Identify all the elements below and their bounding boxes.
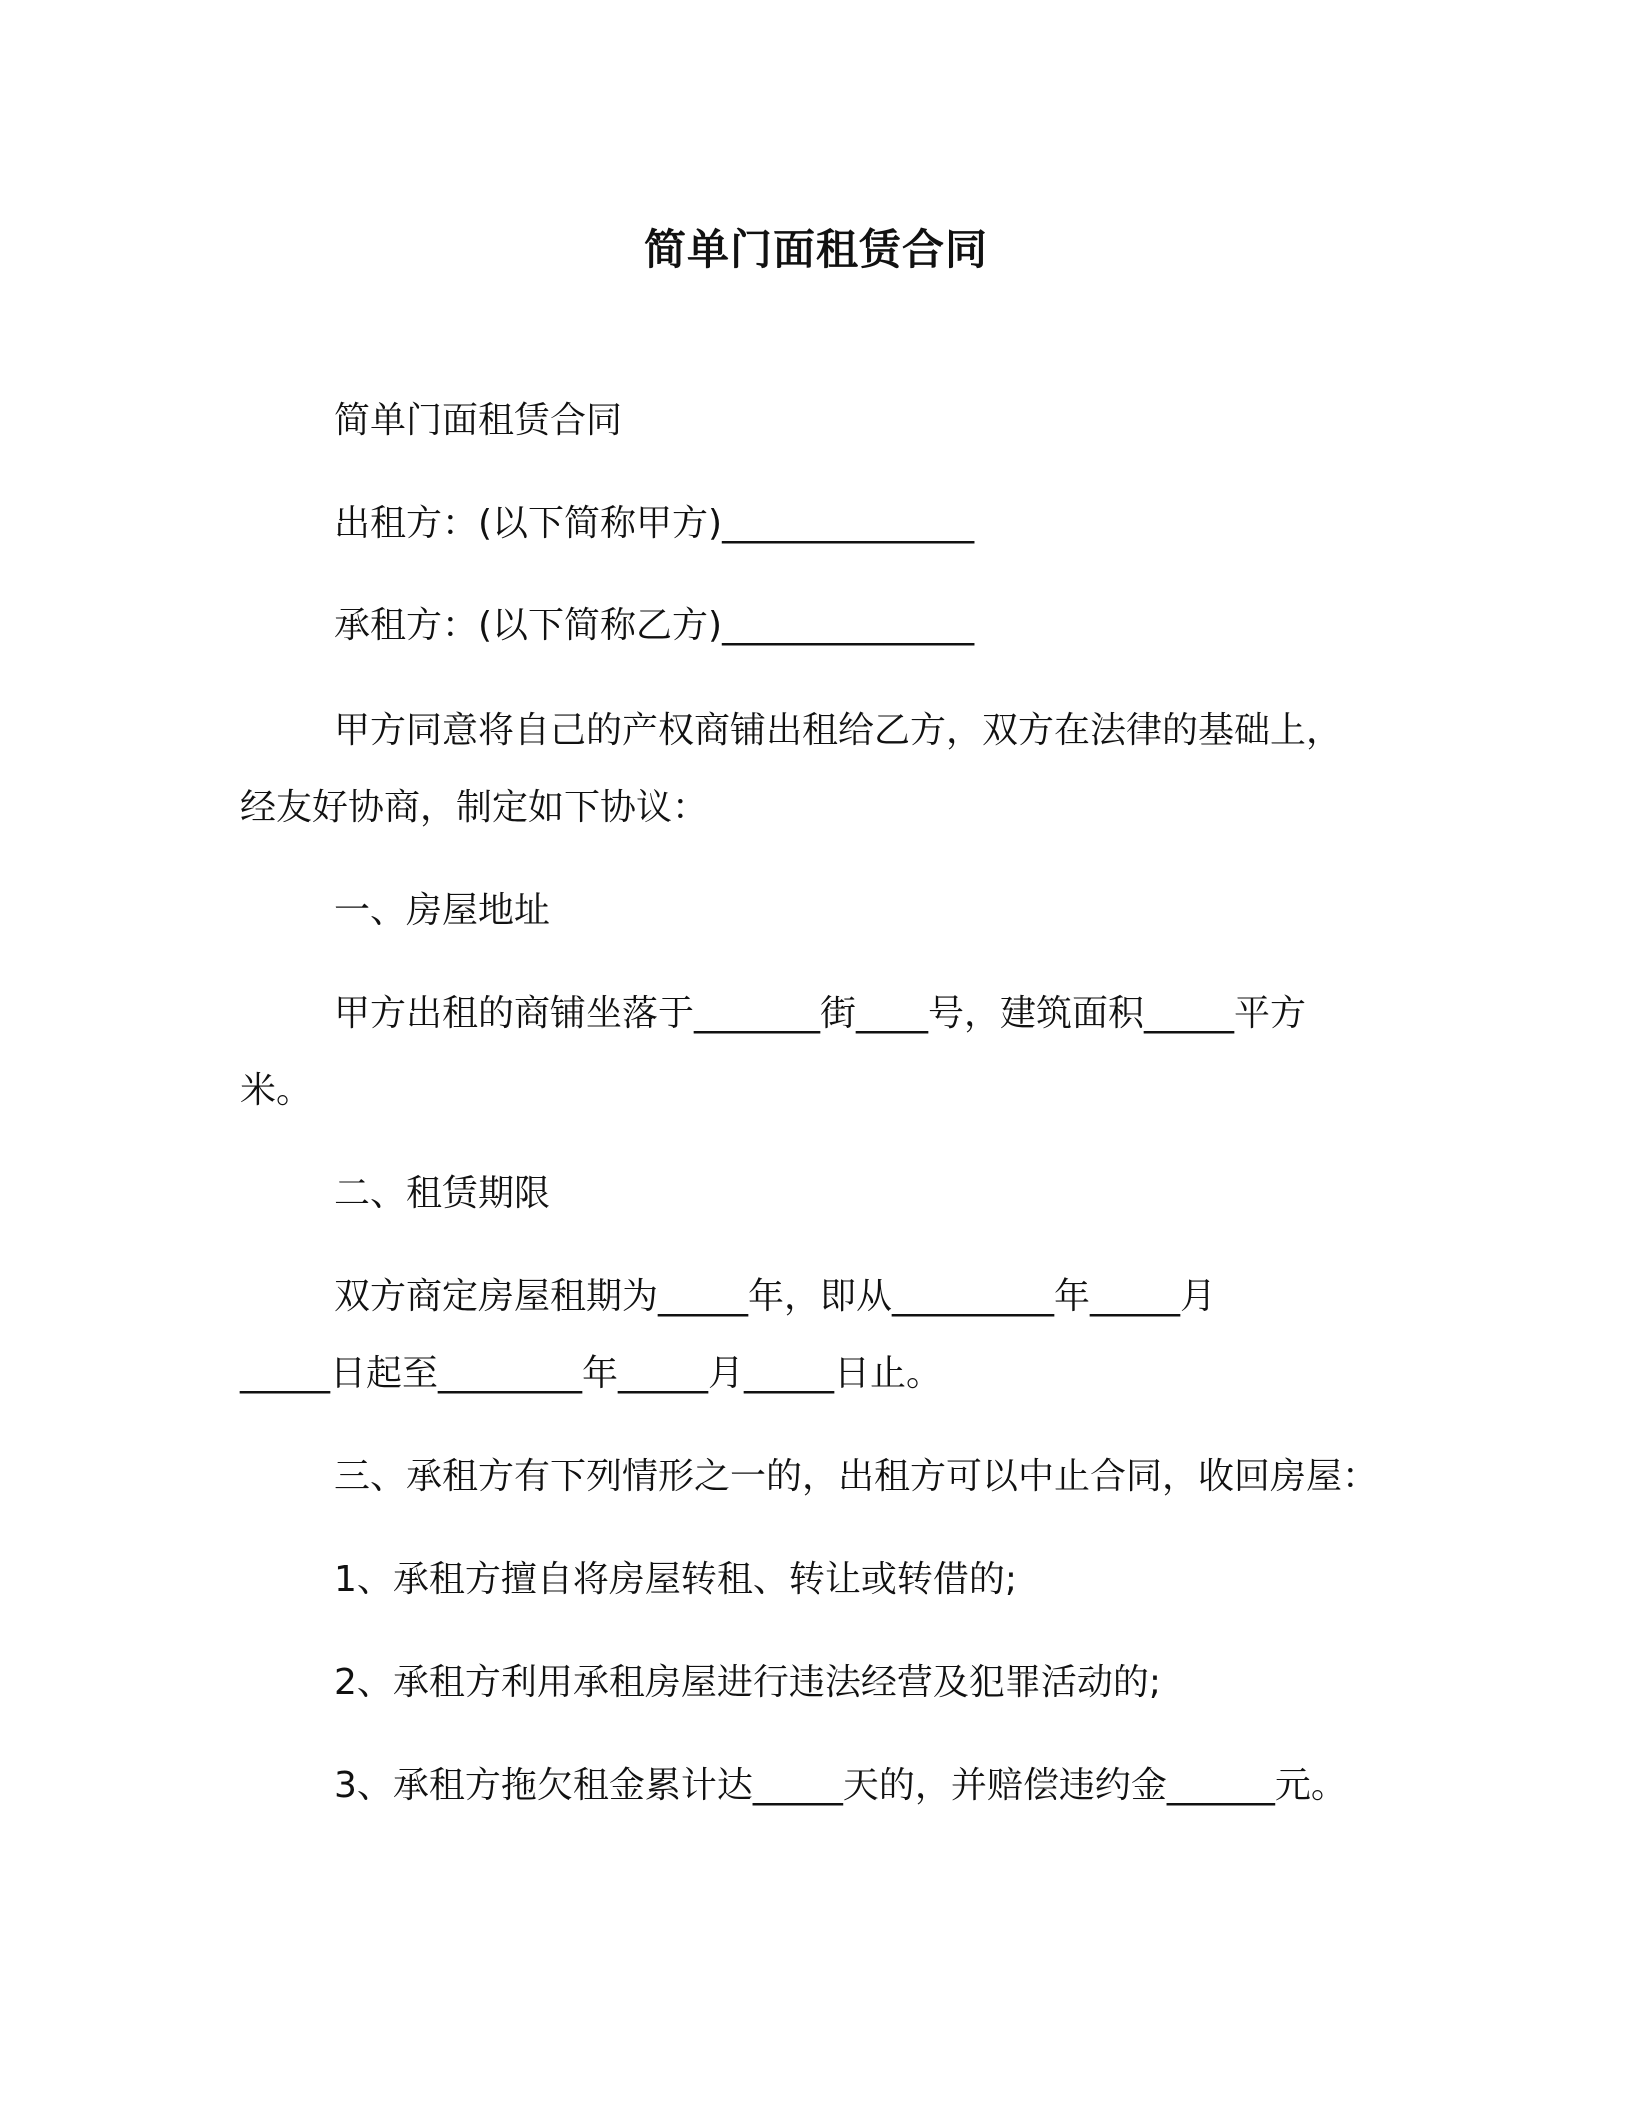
address-line-2: 米。 (240, 1070, 313, 1111)
term-line-1: 双方商定房屋租期为_____年，即从_________年_____月 (334, 1276, 1217, 1317)
document-title: 简单门面租赁合同 (643, 225, 988, 274)
address-line-1: 甲方出租的商铺坐落于_______街____号，建筑面积_____平方 (334, 993, 1307, 1034)
section-2-heading: 二、租赁期限 (334, 1173, 551, 1214)
clause-2: 2、承租方利用承租房屋进行违法经营及犯罪活动的; (334, 1662, 1162, 1703)
lessee-line: 承租方：(以下简称乙方)______________ (334, 605, 975, 646)
lessor-line: 出租方：(以下简称甲方)______________ (334, 503, 975, 544)
preamble-line-2: 经友好协商，制定如下协议： (240, 787, 709, 828)
clause-1: 1、承租方擅自将房屋转租、转让或转借的; (334, 1559, 1018, 1600)
preamble-line-1: 甲方同意将自己的产权商铺出租给乙方，双方在法律的基础上， (334, 710, 1343, 751)
section-3-heading: 三、承租方有下列情形之一的，出租方可以中止合同，收回房屋： (334, 1456, 1379, 1497)
clause-3: 3、承租方拖欠租金累计达_____天的，并赔偿违约金______元。 (334, 1765, 1347, 1806)
term-line-2: _____日起至________年_____月_____日止。 (240, 1353, 943, 1394)
contract-subtitle: 简单门面租赁合同 (334, 400, 623, 441)
section-1-heading: 一、房屋地址 (334, 890, 551, 931)
